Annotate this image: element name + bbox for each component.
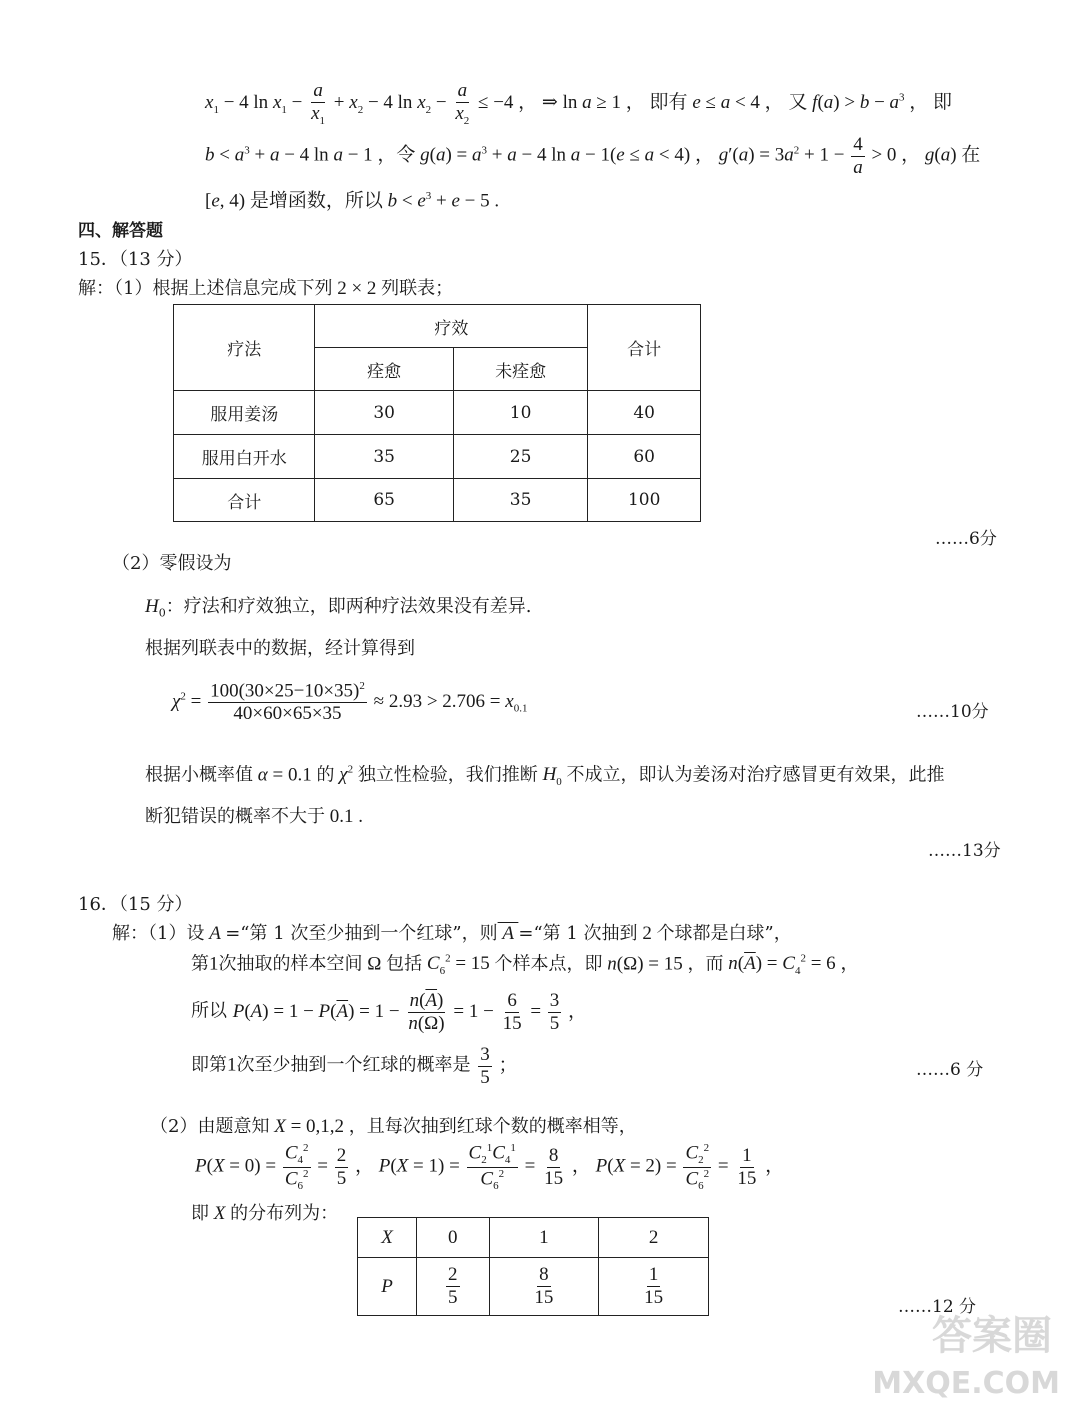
cell-cured: 65: [315, 479, 453, 522]
header-effect: 疗效: [315, 305, 588, 348]
concl-b: 的: [316, 764, 335, 786]
p-den: 15: [534, 1287, 554, 1308]
h0-statement: $H_0$：疗法和疗效独立，即两种疗法效果没有差异.: [145, 596, 532, 620]
top-formula-line-1: $x_1 - 4$ $\ln x_1$ − $\frac{a}{x_1}$ + $x_2 - 4$ $\ln x_2$ − $\frac{a}{x_2}$ ≤ −4 ， ⇒ ln a ≥ 1 ， 即有 e ≤ a < 4 ， 又 $f(a) > b - a^3$ ， 即: [205, 80, 953, 127]
cell-total: 60: [588, 435, 701, 479]
top-formula-line-3: [e, 4) 是增函数，所以 $b < e^3 + e - 5$ .: [205, 190, 500, 212]
score-6: ……6分: [935, 529, 997, 549]
q16-line-3: 所以 $P(A) = 1 - P(\overline{A}) = 1$ − $\frac{n(\overline{A})}{n(\Omega)}$ = 1 − $\frac{6}{15}$ = $\frac{3}{5}$ ，: [191, 990, 588, 1034]
q15-part1-text: 解：（1）根据上述信息完成下列: [78, 278, 333, 299]
h0-text: ：疗法和疗效独立，即两种疗法效果没有差异.: [165, 596, 532, 617]
header-cured: 痊愈: [315, 348, 453, 391]
dist-intro: 即 X 的分布列为：: [191, 1203, 339, 1224]
x-value: 1: [489, 1218, 599, 1258]
header-method: 疗法: [174, 305, 315, 391]
q16-l1a: 解：（1）设: [112, 923, 205, 944]
q16-l3a: 所以: [191, 1000, 227, 1022]
p-num: 2: [448, 1264, 458, 1286]
q16-p2b: ，且每次抽到红球个数的概率相等，: [348, 1116, 637, 1137]
chi-square-formula: $\chi^2$ = $\frac{100(30\times 25-10\times 35)^2}{40\times 60\times 65\times 35}$ ≈ $2.93 > 2.706 = x_{0.1}$: [172, 680, 528, 725]
calc-intro: 根据列联表中的数据，经计算得到: [145, 638, 415, 659]
p-den: 5: [448, 1287, 458, 1308]
q16-l2d: 个样本点，即: [494, 953, 603, 975]
concl-a: 根据小概率值: [145, 764, 253, 786]
q16-l2e: ，而: [687, 953, 724, 975]
q16-line-2: 第1次抽取的样本空间 Ω 包括 $C_6^2 = 15$ 个样本点，即 n(Ω) = 15 ，而 $n(\overline{A}) = C_4^2 = 6$ ，: [191, 953, 860, 978]
concl-d: 不成立，即认为姜汤对治疗感冒更有效果，此推: [566, 764, 945, 786]
p-value: [417, 1258, 490, 1316]
dist-intro-b: 的分布列为：: [230, 1203, 339, 1224]
q16-line-1: 解：（1）设 A =“第 1 次至少抽到一个红球”，则 A =“第 1 次抽到 2 个球都是白球”，: [112, 923, 792, 944]
q15-part1-tail: 列联表；: [381, 278, 454, 299]
conclusion-line-1: 根据小概率值 α = 0.1 的 $\chi^2$ 独立性检验，我们推断 $H_0$ 不成立，即认为姜汤对治疗感冒更有效果，此推: [145, 764, 945, 789]
score-10: ……10分: [916, 702, 989, 722]
contingency-table: [173, 304, 701, 522]
p-value: [489, 1258, 599, 1316]
x-value: 2: [599, 1218, 709, 1258]
section-title: 四、解答题: [78, 221, 163, 241]
x-value: 0: [417, 1218, 490, 1258]
p-num: 1: [648, 1264, 659, 1286]
q16-l1c: =“第 1 次抽到: [518, 923, 638, 944]
q16-header: 16．（15 分）: [78, 894, 193, 915]
q16-line-4: 即第1次至少抽到一个红球的概率是 $\frac{3}{5}$ ；: [191, 1044, 518, 1088]
q16-l2c: 包括: [386, 953, 423, 975]
cell-total: 40: [588, 391, 701, 435]
cell-not-cured: 10: [453, 391, 587, 435]
p-den: 15: [644, 1287, 664, 1308]
q16-l4b: 次至少抽到一个红球的概率是: [236, 1054, 471, 1076]
score-12: ……12 分: [898, 1297, 977, 1317]
header-total: 合计: [588, 305, 701, 391]
row-label: 服用白开水: [174, 435, 315, 479]
distribution-table: [357, 1217, 709, 1316]
top-formula-line-2: $b < a^3 + a - 4$ ln a − 1 ，令 $g(a) = a^3 + a - 4$ ln a − 1(e ≤ a < 4) ， $g'(a) = 3a^2 + 1$ − $\frac{4}{a}$ > 0 ， g(a) 在: [205, 134, 981, 178]
q15-part2: （2）零假设为: [112, 553, 232, 574]
p-num: 8: [539, 1264, 549, 1286]
cell-cured: 35: [315, 435, 453, 479]
q16-part2: （2）由题意知 X = 0,1,2 ，且每次抽到红球个数的概率相等，: [150, 1116, 637, 1137]
watermark-logo: 答案圈: [932, 1313, 1052, 1359]
cell-total: 100: [588, 479, 701, 522]
concl-c: 独立性检验，我们推断: [357, 764, 538, 786]
score-13: ……13分: [928, 841, 1001, 861]
q16-l1b: =“第 1 次至少抽到一个红球”，则: [225, 923, 498, 944]
cell-not-cured: 25: [453, 435, 587, 479]
cell-cured: 30: [315, 391, 453, 435]
q15-header: 15．（13 分）: [78, 249, 193, 270]
q16-probabilities: P(X = 0) = $\frac{C_4^2}{C_6^2}$ = $\frac{2}{5}$ ， P(X = 1) = $\frac{C_2^1C_4^1}{C_6^2}$ = $\frac{8}{15}$ ， P(X = 2) = $\frac{C_2^2}{C_6^2}$ = $\frac{1}{15}$ ，: [195, 1142, 785, 1192]
concl-2: 断犯错误的概率不大于: [145, 806, 325, 827]
q16-l1d: 个球都是白球”，: [656, 923, 792, 944]
q16-l2b: 次抽取的样本空间: [218, 953, 363, 975]
q15-part1: 解：（1）根据上述信息完成下列 2 × 2 列联表；: [78, 278, 454, 299]
q16-l2a: 第: [191, 953, 209, 975]
q16-l4a: 即第: [191, 1054, 227, 1076]
header-not-cured: 未痊愈: [453, 348, 587, 391]
top-line3-text: 是增函数，所以: [249, 190, 383, 212]
conclusion-line-2: 断犯错误的概率不大于 0.1 .: [145, 806, 363, 827]
row-label: 合计: [174, 479, 315, 522]
score-6b: ……6 分: [916, 1060, 984, 1080]
cell-not-cured: 35: [453, 479, 587, 522]
p-label: P: [358, 1258, 417, 1316]
dist-intro-a: 即: [191, 1203, 209, 1224]
x-label: X: [358, 1218, 417, 1258]
row-label: 服用姜汤: [174, 391, 315, 435]
p-value: [599, 1258, 709, 1316]
q16-p2a: （2）由题意知: [150, 1116, 270, 1137]
watermark-text: MXQE.COM: [872, 1366, 1060, 1401]
